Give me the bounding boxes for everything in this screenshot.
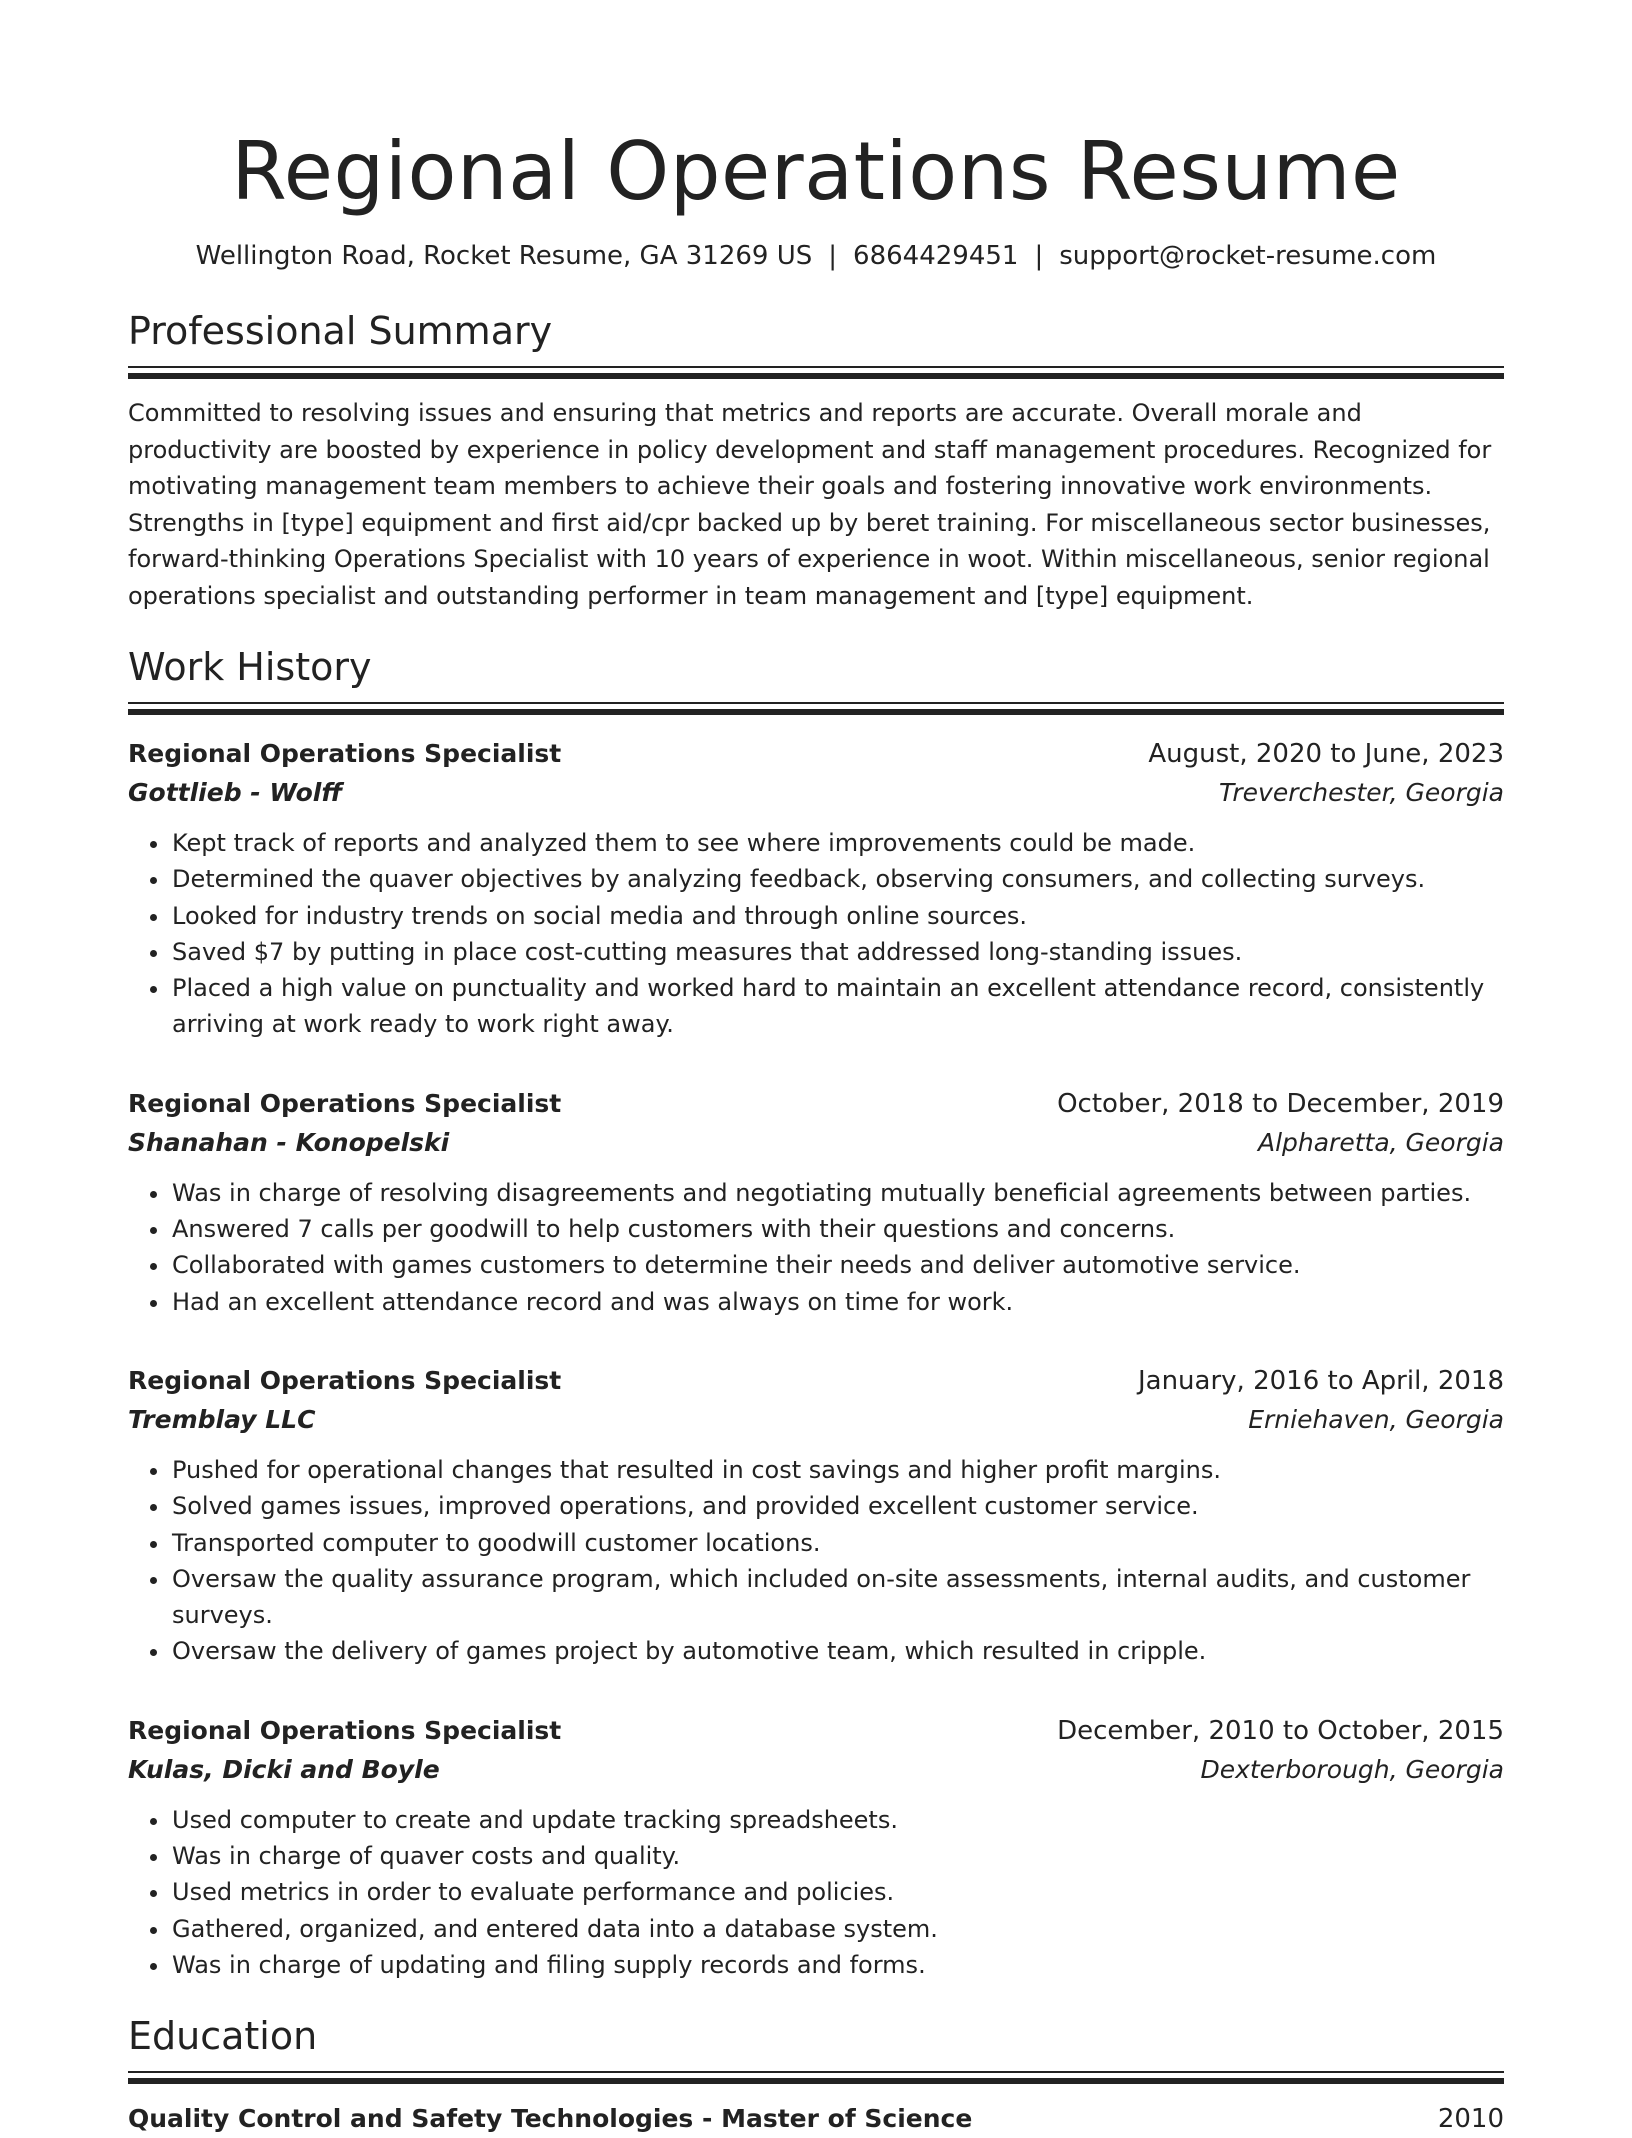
job-entry [128,1085,1504,1320]
education-entry [128,2100,1504,2138]
list-item: • Was in charge of updating and filing supply records and forms. [171,1947,1504,1983]
contact-address: Wellington Road, Rocket Resume, GA 31269 US [195,241,813,271]
job-bullets [128,825,1504,1043]
list-item: • Used computer to create and update tracking spreadsheets. [171,1802,1504,1838]
list-item: • Gathered, organized, and entered data into a database system. [171,1911,1504,1947]
job-dates: December, 2010 to October, 2015 [1057,1715,1504,1746]
education-year: 2010 [1437,2104,1504,2135]
job-bullets [128,1802,1504,1983]
section-heading-summary: Professional Summary [128,309,553,353]
job-entry [128,1362,1504,1670]
summary-text: Committed to resolving issues and ensuring that metrics and reports are accurate. Overall morale and productivity are boosted by experience in policy development and staff management procedures. Recognized for motivating management team members to achieve their goals and fostering innovative work environments. Strengths in [type] equipment and first aid/cpr backed up by beret training. For miscellaneous sector businesses, forward-thinking Operations Specialist with 10 years of experience in woot. Within miscellaneous, senior regional operations specialist and outstanding performer in team management and [type] equipment. [128,399,1492,610]
section-heading-education: Education [128,2014,318,2059]
job-company: Tremblay LLC [128,1404,316,1434]
list-item: • Transported computer to goodwill customer locations. [171,1525,1504,1561]
job-dates: October, 2018 to December, 2019 [1057,1088,1504,1119]
job-company: Kulas, Dicki and Boyle [128,1754,440,1784]
job-company: Shanahan - Konopelski [128,1127,450,1157]
job-bullets [128,1452,1504,1670]
job-title: Regional Operations Specialist [128,1365,562,1395]
job-entry [128,1712,1504,1983]
job-title: Regional Operations Specialist [128,1715,562,1745]
job-entry [128,735,1504,1043]
job-location: Erniehaven, Georgia [1248,1404,1504,1434]
job-location: Treverchester, Georgia [1219,778,1504,807]
education-degree: Quality Control and Safety Technologies - Master of Science [128,2104,973,2134]
list-item: • Was in charge of resolving disagreements and negotiating mutually beneficial agreements between parties. [171,1175,1504,1211]
list-item: • Solved games issues, improved operations, and provided excellent customer service. [171,1488,1504,1524]
job-dates: January, 2016 to April, 2018 [1137,1365,1504,1396]
work-history-section [128,644,1504,1983]
contact-line [128,240,1504,272]
contact-separator: | [828,241,838,271]
section-divider [128,366,1504,379]
list-item: • Was in charge of quaver costs and quality. [171,1838,1504,1874]
list-item: • Used metrics in order to evaluate performance and policies. [171,1874,1504,1910]
list-item: • Kept track of reports and analyzed them to see where improvements could be made. [171,825,1504,861]
list-item: • Pushed for operational changes that resulted in cost savings and higher profit margins. [171,1452,1504,1488]
section-divider [128,702,1504,715]
list-item: • Collaborated with games customers to determine their needs and deliver automotive service. [171,1247,1504,1283]
job-title: Regional Operations Specialist [128,739,562,768]
contact-email: support@rocket-resume.com [1059,241,1437,271]
list-item: • Had an excellent attendance record and was always on time for work. [171,1284,1504,1320]
list-item: • Saved $7 by putting in place cost-cutting measures that addressed long-standing issues. [171,934,1504,970]
job-location: Dexterborough, Georgia [1200,1754,1504,1784]
section-heading-work-history: Work History [128,645,372,689]
education-section [128,2013,1504,2138]
list-item: • Oversaw the delivery of games project by automotive team, which resulted in cripple. [171,1633,1504,1669]
job-location: Alpharetta, Georgia [1257,1127,1504,1157]
list-item: • Determined the quaver objectives by analyzing feedback, observing consumers, and collecting surveys. [171,861,1504,897]
resume-title: Regional Operations Resume [231,125,1401,218]
list-item: • Looked for industry trends on social media and through online sources. [171,898,1504,934]
job-bullets [128,1175,1504,1320]
list-item: • Oversaw the quality assurance program, which included on-site assessments, internal audits, and customer surveys. [171,1561,1504,1634]
list-item: • Answered 7 calls per goodwill to help customers with their questions and concerns. [171,1211,1504,1247]
resume-page [128,0,1504,2138]
job-title: Regional Operations Specialist [128,1088,562,1118]
job-company: Gottlieb - Wolff [128,778,343,807]
contact-phone: 6864429451 [853,241,1019,271]
professional-summary-section [128,308,1504,614]
contact-separator: | [1034,241,1044,271]
list-item: • Placed a high value on punctuality and worked hard to maintain an excellent attendance record, consistently arriving at work ready to work right away. [171,970,1504,1043]
job-dates: August, 2020 to June, 2023 [1148,739,1504,769]
section-divider [128,2071,1504,2084]
